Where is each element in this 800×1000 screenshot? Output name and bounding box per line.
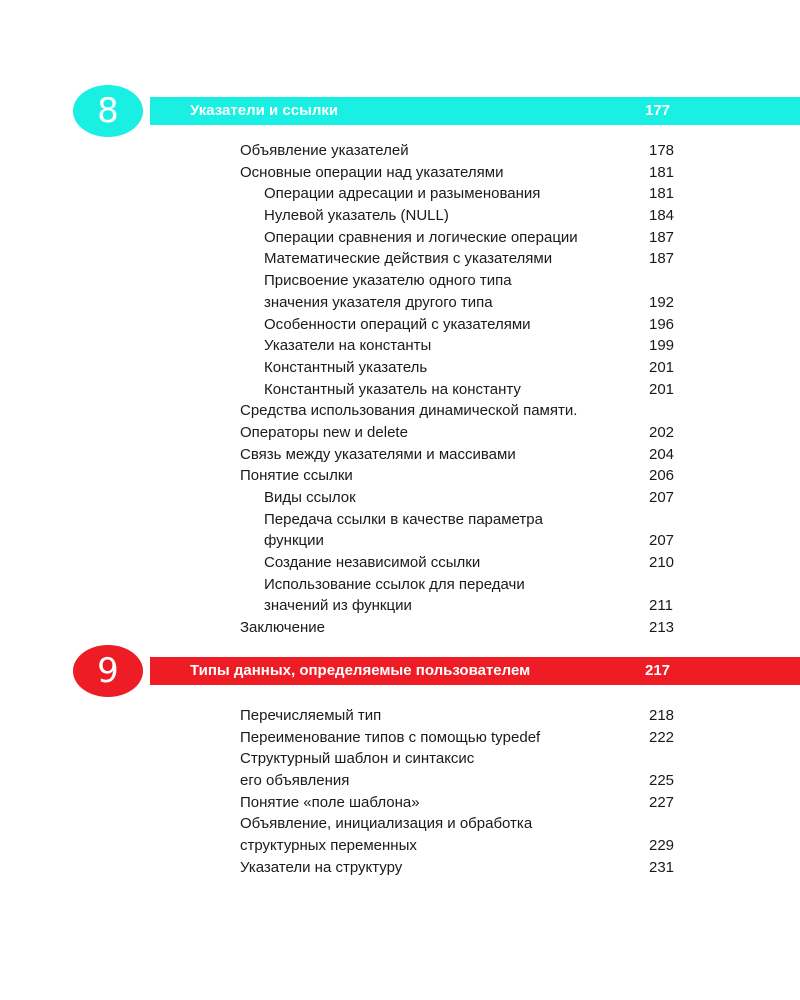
- toc-entry-page: 178: [649, 142, 675, 159]
- chapter-8-page: 177: [645, 102, 671, 119]
- toc-entry[interactable]: [240, 140, 685, 162]
- toc-entry[interactable]: [240, 335, 685, 357]
- toc-entry-page: 227: [649, 793, 675, 811]
- toc-entry-title: Константный указатель: [264, 358, 428, 376]
- toc-entry-page: 207: [649, 489, 675, 506]
- chapter-9-toc-list: [240, 705, 685, 879]
- toc-entry-page: 199: [649, 337, 675, 355]
- toc-entry-title: структурных переменных: [240, 837, 417, 855]
- toc-entry-title: Операторы new и delete: [240, 423, 408, 441]
- toc-entry-page: 187: [649, 228, 675, 246]
- toc-entry[interactable]: [240, 400, 685, 422]
- toc-entry-page: 202: [649, 423, 675, 441]
- toc-entry-title: Основные операции над указателями: [240, 163, 504, 181]
- toc-entry-title: Объявление указателей: [240, 142, 409, 159]
- toc-entry-title: Указатели на структуру: [240, 858, 403, 876]
- toc-entry[interactable]: [240, 574, 685, 596]
- toc-entry[interactable]: [240, 813, 685, 835]
- toc-entry-page: 218: [649, 707, 675, 724]
- toc-entry[interactable]: [240, 162, 685, 184]
- chapter-8-toc-list: [240, 140, 685, 639]
- toc-entry-title: функции: [264, 532, 324, 550]
- chapter-9-title[interactable]: Типы данных, определяемые пользователем: [190, 662, 531, 679]
- toc-entry[interactable]: [240, 835, 685, 857]
- toc-entry-title: Виды ссылок: [264, 489, 356, 506]
- toc-entry-title: Структурный шаблон и синтаксис: [240, 750, 475, 768]
- toc-entry[interactable]: [240, 227, 685, 249]
- toc-entry[interactable]: [240, 552, 685, 574]
- toc-entry[interactable]: [240, 857, 685, 879]
- toc-entry-page: 184: [649, 207, 675, 225]
- toc-entry-title: Связь между указателями и массивами: [240, 445, 516, 463]
- chapter-9-number: 9: [73, 645, 143, 697]
- chapter-8-number: 8: [73, 85, 143, 137]
- toc-entry[interactable]: [240, 292, 685, 314]
- toc-entry-title: Переименование типов с помощью typedef: [240, 728, 541, 746]
- toc-entry-page: 192: [649, 293, 675, 311]
- toc-entry-title: значения указателя другого типа: [264, 293, 493, 311]
- toc-entry-page: 210: [649, 554, 675, 572]
- toc-entry-page: 213: [649, 619, 675, 637]
- toc-entry-title: Присвоение указателю одного типа: [264, 272, 512, 290]
- toc-entry[interactable]: [240, 770, 685, 792]
- toc-entry-title: Понятие ссылки: [240, 467, 353, 485]
- toc-entry[interactable]: [240, 314, 685, 336]
- toc-entry[interactable]: [240, 465, 685, 487]
- toc-entry-title: Операции адресации и разыменования: [264, 185, 541, 203]
- toc-entry-title: Особенности операций с указателями: [264, 315, 531, 333]
- toc-entry[interactable]: [240, 444, 685, 466]
- toc-entry[interactable]: [240, 509, 685, 531]
- toc-entry[interactable]: [240, 727, 685, 749]
- toc-entry[interactable]: [240, 748, 685, 770]
- toc-entry-page: 187: [649, 250, 675, 268]
- toc-entry-title: Перечисляемый тип: [240, 707, 382, 724]
- toc-entry-page: 201: [649, 380, 675, 398]
- toc-entry-title: Создание независимой ссылки: [264, 554, 481, 572]
- toc-entry-title: Нулевой указатель (NULL): [264, 207, 449, 225]
- toc-entry-title: Использование ссылок для передачи: [264, 575, 525, 593]
- toc-entry-page: 181: [649, 163, 675, 181]
- toc-entry-title: значений из функции: [264, 597, 412, 615]
- chapter-9-page: 217: [645, 662, 671, 679]
- toc-entry[interactable]: [240, 248, 685, 270]
- toc-entry-title: Заключение: [240, 619, 325, 637]
- toc-entry-title: Математические действия с указателями: [264, 250, 553, 268]
- toc-entry-title: его объявления: [240, 772, 350, 790]
- toc-entry-page: 181: [649, 185, 675, 203]
- toc-entry-page: 204: [649, 445, 675, 463]
- toc-entry[interactable]: [240, 357, 685, 379]
- toc-entry-page: 229: [649, 837, 675, 855]
- toc-entry-page: 211: [649, 597, 673, 615]
- toc-entry-page: 201: [649, 358, 675, 376]
- toc-entry[interactable]: [240, 205, 685, 227]
- toc-entry[interactable]: [240, 183, 685, 205]
- toc-entry[interactable]: [240, 270, 685, 292]
- toc-entry-page: 207: [649, 532, 675, 550]
- toc-entry-title: Объявление, инициализация и обработка: [240, 815, 533, 833]
- toc-entry[interactable]: [240, 617, 685, 639]
- toc-entry[interactable]: [240, 595, 685, 617]
- toc-entry-title: Константный указатель на константу: [264, 380, 521, 398]
- chapter-8-title[interactable]: Указатели и ссылки: [190, 102, 339, 119]
- toc-entry-page: 206: [649, 467, 675, 485]
- toc-entry[interactable]: [240, 422, 685, 444]
- toc-entry-page: 222: [649, 728, 675, 746]
- toc-entry-page: 225: [649, 772, 675, 790]
- toc-entry-title: Понятие «поле шаблона»: [240, 793, 420, 811]
- toc-entry[interactable]: [240, 792, 685, 814]
- toc-entry-title: Операции сравнения и логические операции: [264, 228, 578, 246]
- toc-entry-page: 231: [649, 858, 675, 876]
- toc-entry-title: Передача ссылки в качестве параметра: [264, 510, 543, 528]
- toc-entry-title: Средства использования динамической памяти.: [240, 402, 578, 420]
- toc-entry-title: Указатели на константы: [264, 337, 432, 355]
- toc-entry[interactable]: [240, 487, 685, 509]
- toc-entry[interactable]: [240, 379, 685, 401]
- toc-entry-page: 196: [649, 315, 675, 333]
- toc-entry[interactable]: [240, 705, 685, 727]
- toc-entry[interactable]: [240, 530, 685, 552]
